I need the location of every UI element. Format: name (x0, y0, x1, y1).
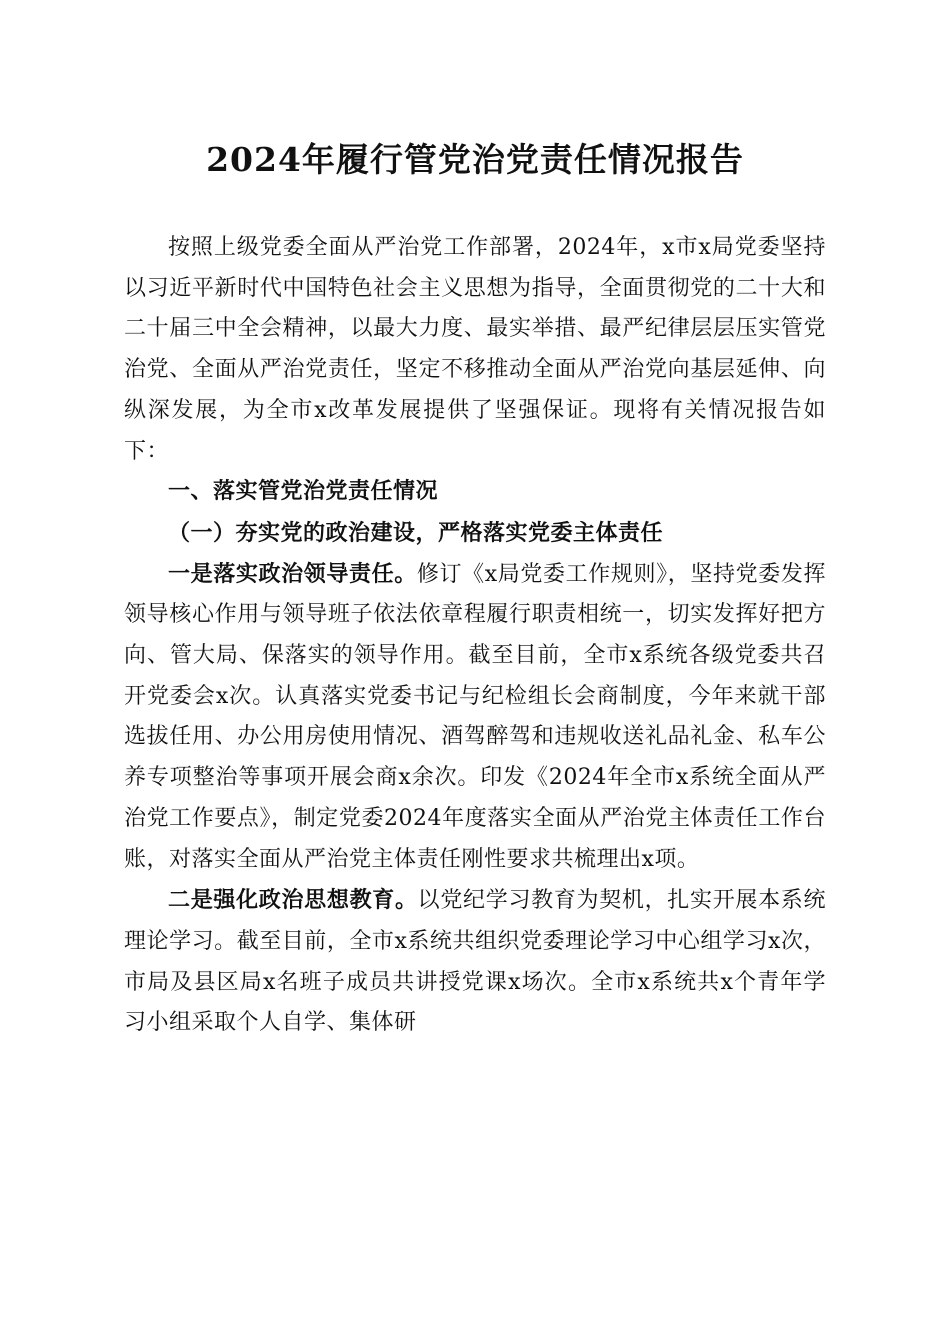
document-title: 2024年履行管党治党责任情况报告 (206, 140, 744, 179)
section-heading: 一、落实管党治党责任情况 (168, 479, 439, 505)
body-paragraph-1 (124, 554, 826, 881)
paragraph-lead: 一是落实政治领导责任。 (168, 560, 417, 587)
body-paragraph-2 (124, 880, 826, 1044)
paragraph-text: 修订《x局党委工作规则》，坚持党委发挥领导核心作用与领导班子依法依章程履行职责相统一，切实发挥好把方向、管大局、保落实的领导作用。截至目前，全市x系统各级党委共召开党委会x次。认真落实党委书记与纪检组长会商制度，今年来就干部选拔任用、办公用房使用情况、酒驾醉驾和违规收送礼品礼金、私车公养专项整治等事项开展会商x余次。印发《2024年全市x系统全面从严治党工作要点》，制定党委2024年度落实全面从严治党主体责任工作台账，对落实全面从严治党主体责任刚性要求共梳理出x项。 (124, 561, 826, 872)
document-body (124, 228, 826, 1044)
paragraph-text: 以党纪学习教育为契机，扎实开展本系统理论学习。截至目前，全市x系统共组织党委理论学习中心组学习x次，市局及县区局x名班子成员共讲授党课x场次。全市x系统共x个青年学习小组采取个人自学、集体研 (124, 888, 826, 1036)
subsection-heading: （一）夯实党的政治建设，严格落实党委主体责任 (168, 519, 664, 546)
paragraph-lead: 二是强化政治思想教育。 (168, 887, 418, 914)
intro-paragraph: 按照上级党委全面从严治党工作部署，2024年，x市x局党委坚持以习近平新时代中国特色社会主义思想为指导，全面贯彻党的二十大和二十届三中全会精神，以最大力度、最实举措、最严纪律层层压实管党治党、全面从严治党责任，坚定不移推动全面从严治党向基层延伸、向纵深发展，为全市x改革发展提供了坚强保证。现将有关情况报告如下： (124, 235, 826, 464)
